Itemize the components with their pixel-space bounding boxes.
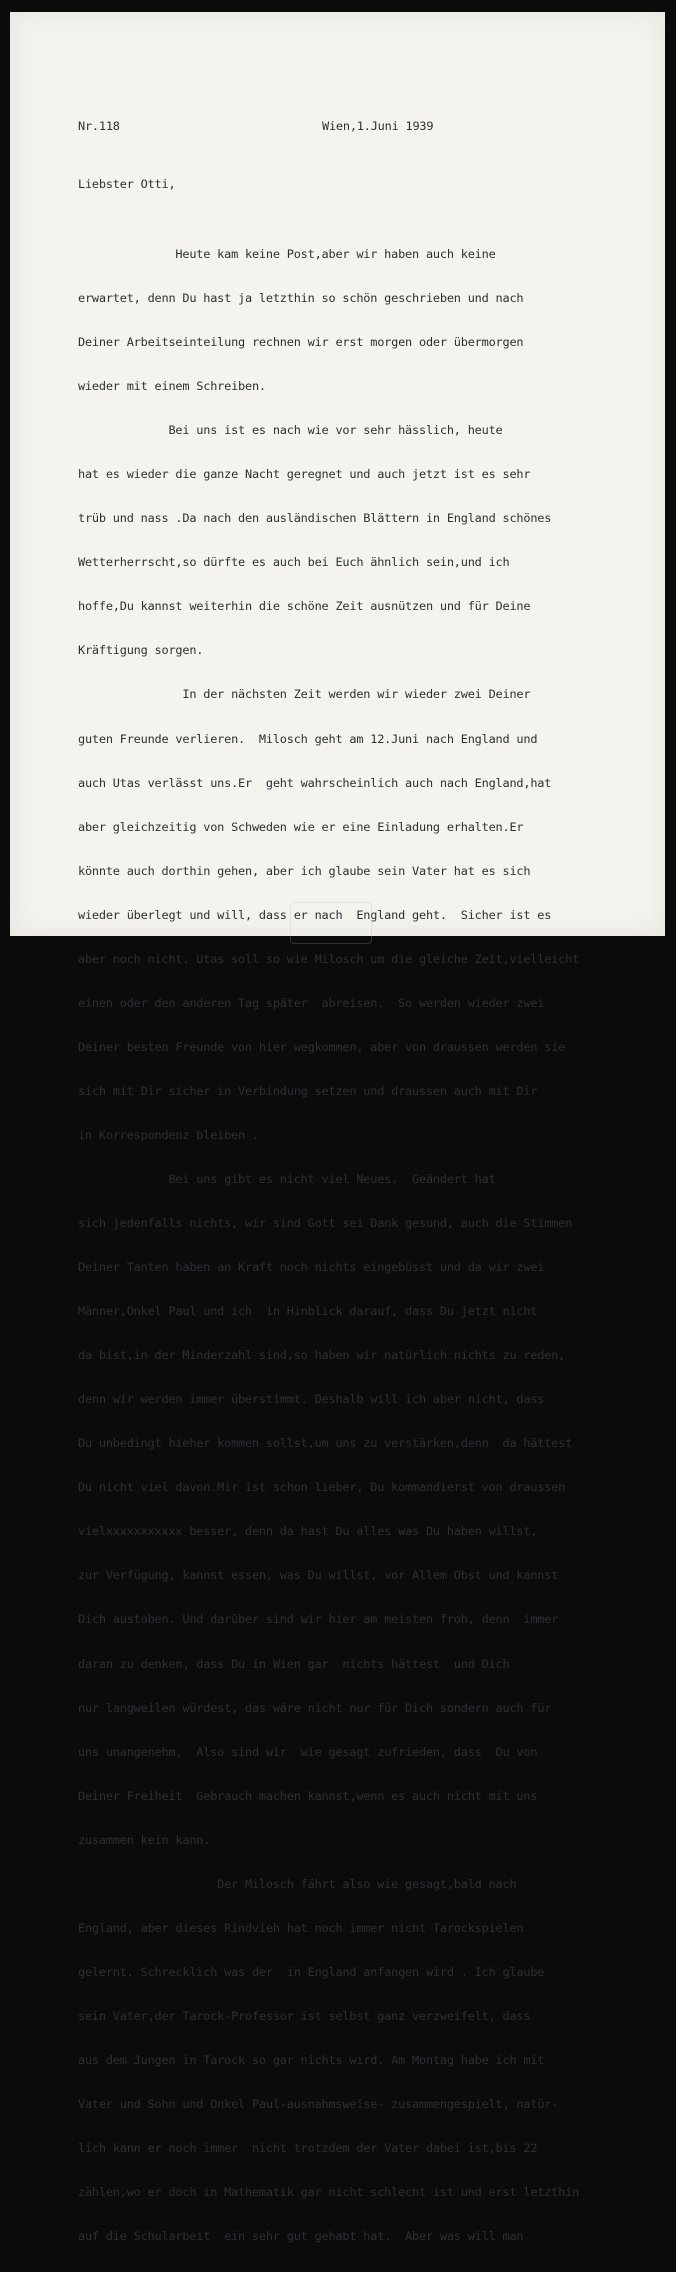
body-line: hoffe,Du kannst weiterhin die schöne Zeit ausnützen und für Deine bbox=[78, 599, 531, 614]
body-line: Du unbedingt hieher kommen sollst,um uns zu verstärken,denn da hättest bbox=[78, 1436, 573, 1451]
body-line: Deiner besten Freunde von hier wegkommen, aber von draussen werden sie bbox=[78, 1039, 566, 1054]
body-line: Heute kam keine Post,aber wir haben auch keine bbox=[78, 247, 496, 261]
body-line: Deiner Tanten haben an Kraft noch nichts eingebüsst und da wir zwei bbox=[78, 1260, 545, 1275]
body-line: auch Utas verlässt uns.Er geht wahrscheinlich auch nach England,hat bbox=[78, 775, 552, 790]
letter-salutation: Liebster Otti, bbox=[78, 177, 176, 191]
body-line: sich mit Dir sicher in Verbindung setzen und draussen auch mit Dir bbox=[78, 1083, 538, 1098]
body-line: wieder mit einem Schreiben. bbox=[78, 379, 266, 394]
body-line: uns unangenehm, Also sind wir wie gesagt zufrieden, dass Du von bbox=[78, 1744, 538, 1759]
body-line: guten Freunde verlieren. Milosch geht am 12.Juni nach England und bbox=[78, 731, 538, 746]
body-line: aus dem Jungen in Tarock so gar nichts wird. Am Montag habe ich mit bbox=[78, 2052, 545, 2067]
body-line: da bist,in der Minderzahl sind,so haben wir natürlich nichts zu reden, bbox=[78, 1348, 566, 1363]
body-line: auf die Schularbeit ein sehr gut gehabt hat. Aber was will man bbox=[78, 2229, 524, 2244]
letter-body bbox=[78, 218, 658, 2272]
body-line: sein Vater,der Tarock-Professor ist selbst ganz verzweifelt, dass bbox=[78, 2008, 531, 2023]
body-line: wieder überlegt und will, dass er nach England geht. Sicher ist es bbox=[78, 907, 552, 922]
body-line: Du nicht viel davon.Mir ist schon lieber, Du kommandierst von draussen bbox=[78, 1480, 566, 1495]
body-line: sich jedenfalls nichts, wir sind Gott sei Dank gesund, auch die Stimmen bbox=[78, 1216, 573, 1231]
body-line: Bei uns gibt es nicht viel Neues. Geändert hat bbox=[78, 1171, 496, 1186]
body-line: lich kann er noch immer nicht trotzdem der Vater dabei ist,bis 22 bbox=[78, 2141, 538, 2156]
body-line: Bei uns ist es nach wie vor sehr hässlich, heute bbox=[78, 423, 503, 438]
paper-watermark bbox=[290, 902, 372, 944]
body-line: hat es wieder die ganze Nacht geregnet und auch jetzt ist es sehr bbox=[78, 467, 531, 482]
body-line: aber gleichzeitig von Schweden wie er eine Einladung erhalten.Er bbox=[78, 819, 524, 834]
body-line: Kräftigung sorgen. bbox=[78, 643, 204, 658]
body-line: trüb und nass .Da nach den ausländischen Blättern in England schönes bbox=[78, 511, 552, 526]
body-line: könnte auch dorthin gehen, aber ich glaube sein Vater hat es sich bbox=[78, 863, 531, 878]
body-line: in Korrespondenz bleiben . bbox=[78, 1127, 259, 1142]
body-line: vielxxxxxxxxxxx besser, denn da hast Du alles was Du haben willst, bbox=[78, 1524, 538, 1539]
body-line: Dich austoben. Und darüber sind wir hier am meisten froh, denn immer bbox=[78, 1612, 559, 1627]
body-line: nur langweilen würdest, das wäre nicht nur für Dich sondern auch für bbox=[78, 1700, 552, 1715]
body-line: Deiner Arbeitseinteilung rechnen wir erst morgen oder übermorgen bbox=[78, 335, 524, 350]
body-line: erwartet, denn Du hast ja letzthin so schön geschrieben und nach bbox=[78, 291, 524, 306]
body-line: zusammen kein kann. bbox=[78, 1832, 211, 1847]
body-line: daran zu denken, dass Du in Wien gar nichts hättest und Dich bbox=[78, 1656, 510, 1671]
body-line: In der nächsten Zeit werden wir wieder zwei Deiner bbox=[78, 687, 531, 702]
body-line: Männer,Onkel Paul und ich in Hinblick darauf, dass Du jetzt nicht bbox=[78, 1304, 538, 1319]
body-line: Der Milosch fährt also wie gesagt,bald nach bbox=[78, 1876, 517, 1891]
letter-page bbox=[10, 12, 665, 2244]
body-line: Deiner Freiheit Gebrauch machen kannst,wenn es auch nicht mit uns bbox=[78, 1788, 538, 1803]
body-line: gelernt. Schrecklich was der in England anfangen wird . Ich glaube bbox=[78, 1964, 545, 1979]
body-line: zur Verfügung, kannst essen, was Du willst, vor Allem Obst und kannst bbox=[78, 1568, 559, 1583]
body-line: Wetterherrscht,so dürfte es auch bei Euch ähnlich sein,und ich bbox=[78, 555, 510, 570]
body-line: aber noch nicht. Utas soll so wie Milosch um die gleiche Zeit,vielleicht bbox=[78, 951, 580, 966]
letter-reference-number: Nr.118 bbox=[78, 119, 120, 133]
letter-dateline: Wien,1.Juni 1939 bbox=[322, 119, 434, 133]
body-line: Vater und Sohn und Onkel Paul-ausnahmsweise- zusammengespielt, natür- bbox=[78, 2096, 559, 2111]
body-line: zählen,wo er doch in Mathematik gar nicht schlecht ist und erst letzthin bbox=[78, 2185, 580, 2200]
body-line: einen oder den anderen Tag später abreisen. So werden wieder zwei bbox=[78, 995, 545, 1010]
body-line: denn wir werden immer überstimmt. Deshalb will ich aber nicht, dass bbox=[78, 1392, 545, 1407]
body-line: England, aber dieses Rindvieh hat noch immer nicht Tarockspielen bbox=[78, 1920, 524, 1935]
